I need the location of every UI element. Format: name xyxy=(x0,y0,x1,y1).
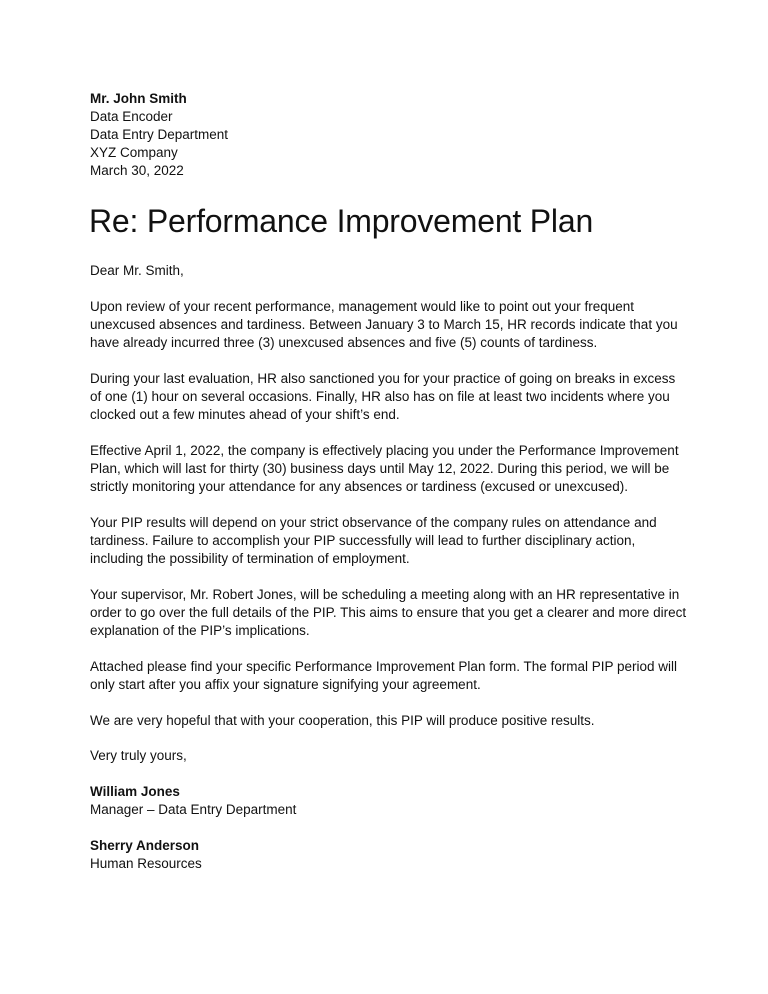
letter-subject: Re: Performance Improvement Plan xyxy=(89,203,594,239)
body-paragraph: Your PIP results will depend on your strict observance of the company rules on attendance and tardiness. Failure to accomplish your PIP successfully will lead to further disciplinary action, including the possibility of termination of employment. xyxy=(90,515,657,566)
recipient-department: Data Entry Department xyxy=(90,127,229,142)
salutation: Dear Mr. Smith, xyxy=(90,263,184,278)
signatory-name: William Jones xyxy=(90,784,180,799)
recipient-company: XYZ Company xyxy=(90,145,178,160)
signatory-block xyxy=(90,783,690,819)
body-paragraph: Your supervisor, Mr. Robert Jones, will be scheduling a meeting along with an HR representative in order to go over the full details of the PIP. This aims to ensure that you get a clearer and more direct explanation of the PIP’s implications. xyxy=(90,587,687,638)
recipient-name: Mr. John Smith xyxy=(90,91,187,106)
body-paragraph: Effective April 1, 2022, the company is effectively placing you under the Performance Improvement Plan, which will last for thirty (30) business days until May 12, 2022. During this period, we will be strictly monitoring your attendance for any absences or tardiness (excused or unexcused). xyxy=(90,443,679,494)
signatory-title: Human Resources xyxy=(90,856,202,871)
recipient-position: Data Encoder xyxy=(90,109,173,124)
closing: Very truly yours, xyxy=(90,748,187,763)
recipient-block xyxy=(90,90,690,180)
letter xyxy=(90,90,690,873)
signatory-block xyxy=(90,837,690,873)
body-paragraph: We are very hopeful that with your cooperation, this PIP will produce positive results. xyxy=(90,713,595,728)
body-paragraph: Attached please find your specific Performance Improvement Plan form. The formal PIP period will only start after you affix your signature signifying your agreement. xyxy=(90,659,678,692)
signatory-title: Manager – Data Entry Department xyxy=(90,802,297,817)
body-paragraph: During your last evaluation, HR also sanctioned you for your practice of going on breaks in excess of one (1) hour on several occasions. Finally, HR also has on file at least two incidents where you clocked out a few minutes ahead of your shift’s end. xyxy=(90,371,676,422)
signatory-name: Sherry Anderson xyxy=(90,838,200,853)
body-paragraph: Upon review of your recent performance, management would like to point out your frequent unexcused absences and tardiness. Between January 3 to March 15, HR records indicate that you have already incurred three (3) unexcused absences and five (5) counts of tardiness. xyxy=(90,299,678,350)
letter-date: March 30, 2022 xyxy=(90,163,184,178)
